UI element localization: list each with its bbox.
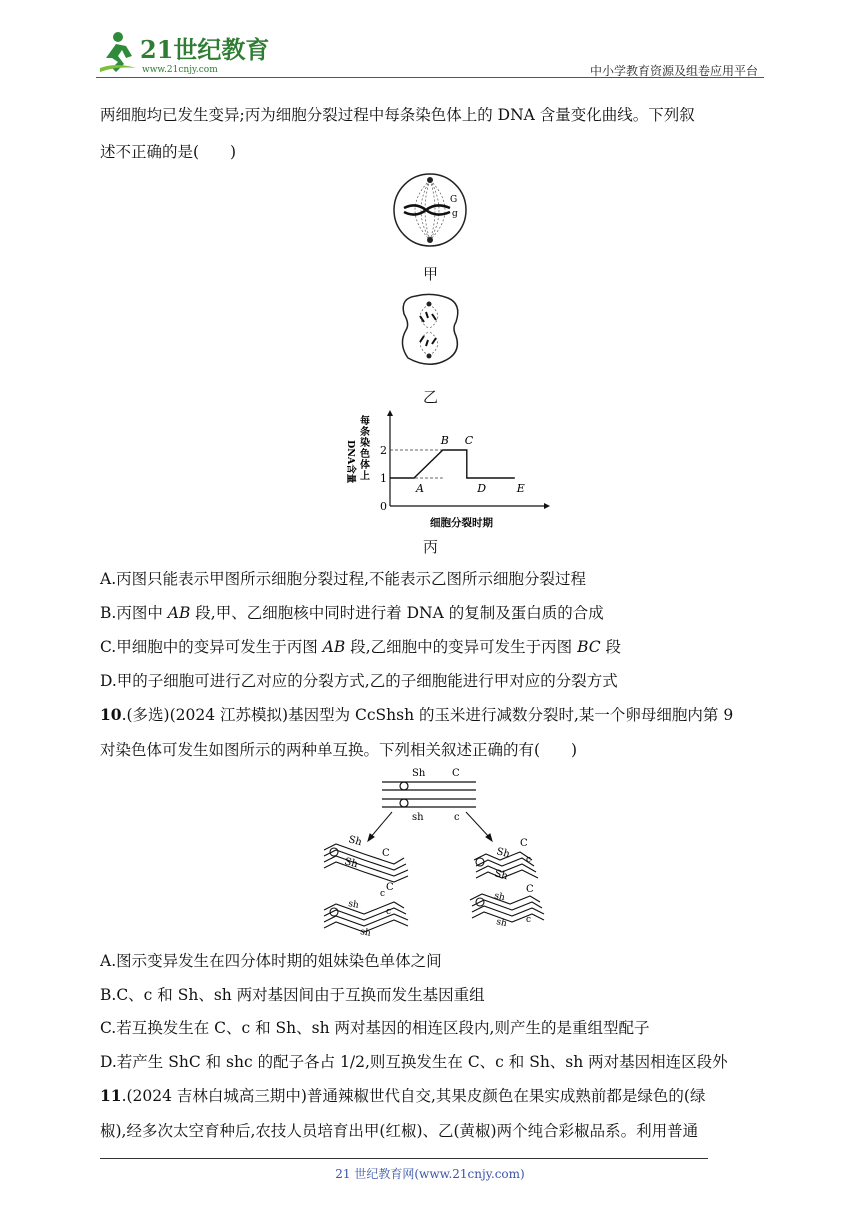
svg-text:Sh: Sh	[493, 868, 509, 883]
svg-text:Sh: Sh	[495, 846, 511, 861]
svg-text:c: c	[526, 855, 532, 865]
figure-bing-chart	[345, 410, 525, 534]
header-divider	[96, 77, 764, 78]
logo-text: 21世纪教育	[140, 35, 270, 64]
svg-text:Sh: Sh	[343, 856, 359, 871]
q10-stem-line-1: 10.(多选)(2024 江苏模拟)基因型为 CcShsh 的玉米进行减数分裂时,某一个卵母细胞内第 9	[100, 705, 734, 724]
q9-option-b: B.丙图中 AB 段,甲、乙细胞核中同时进行着 DNA 的复制及蛋白质的合成	[100, 604, 604, 622]
q11-stem-line-2: 椒),经多次太空育种后,农技人员培育出甲(红椒)、乙(黄椒)两个纯合彩椒品系。利用普通	[100, 1122, 699, 1140]
gene-label-G: G	[450, 195, 458, 205]
svg-text:c: c	[380, 889, 386, 899]
y-axis-label-dna: DNA含量	[345, 440, 356, 484]
svg-text:C: C	[526, 884, 534, 895]
x-axis-label: 细胞分裂时期	[430, 517, 493, 529]
point-label-B: B	[440, 434, 449, 447]
svg-text:Sh: Sh	[412, 768, 426, 779]
q10-stem-line-2: 对染色体可发生如图所示的两种单互换。下列相关叙述正确的有( )	[100, 741, 578, 759]
y-tick-label-2: 2	[380, 444, 387, 457]
svg-text:sh: sh	[359, 927, 372, 939]
logo-url: www.21cnjy.com	[142, 65, 218, 75]
svg-text:C: C	[386, 882, 394, 893]
point-label-A: A	[416, 482, 424, 495]
figure-yi-cell	[396, 292, 466, 368]
y-axis-label-char: 条	[360, 427, 370, 438]
q10-option-c: C.若互换发生在 C、c 和 Sh、sh 两对基因的相连区段内,则产生的是重组型配子	[100, 1019, 650, 1037]
q9-option-a: A.丙图只能表示甲图所示细胞分裂过程,不能表示乙图所示细胞分裂过程	[100, 570, 587, 588]
intro-line-2: 述不正确的是( )	[100, 143, 237, 161]
y-axis-label-char: 体	[360, 460, 370, 471]
svg-text:sh: sh	[493, 891, 506, 904]
svg-text:C: C	[382, 848, 390, 859]
svg-text:C: C	[520, 838, 528, 849]
y-axis-label-char: 上	[360, 471, 370, 482]
point-label-E: E	[516, 482, 525, 495]
q9-option-d: D.甲的子细胞可进行乙对应的分裂方式,乙的子细胞能进行甲对应的分裂方式	[100, 672, 618, 690]
q10-option-b: B.C、c 和 Sh、sh 两对基因间由于互换而发生基因重组	[100, 986, 485, 1004]
q10-option-d: D.若产生 ShC 和 shc 的配子各占 1/2,则互换发生在 C、c 和 Sh、sh 两对基因相连区段外	[100, 1053, 728, 1071]
svg-text:c: c	[454, 812, 460, 823]
y-axis-label-char: 色	[360, 449, 370, 460]
intro-line-1: 两细胞均已发生变异;丙为细胞分裂过程中每条染色体上的 DNA 含量变化曲线。下列叙	[100, 106, 695, 124]
page-header	[96, 28, 764, 78]
svg-text:sh: sh	[412, 812, 424, 823]
gene-label-g: g	[452, 209, 458, 219]
y-tick-label-0: 0	[380, 500, 387, 513]
dna-content-line	[390, 450, 515, 478]
caption-jia: 甲	[423, 265, 439, 283]
svg-text:c: c	[526, 915, 532, 925]
svg-text:Sh: Sh	[347, 834, 363, 849]
y-axis-arrow	[387, 410, 393, 416]
x-axis-arrow	[544, 503, 550, 509]
header-platform-text: 中小学教育资源及组卷应用平台	[589, 64, 758, 78]
figure-crossover	[320, 764, 556, 938]
svg-text:sh: sh	[347, 899, 360, 911]
footer-divider	[100, 1158, 708, 1159]
figure-jia-cell	[390, 172, 470, 248]
caption-bing: 丙	[423, 538, 439, 556]
y-tick-label-1: 1	[380, 472, 387, 485]
svg-text:sh: sh	[495, 917, 508, 930]
caption-yi: 乙	[423, 388, 439, 406]
q10-option-a: A.图示变异发生在四分体时期的姐妹染色单体之间	[100, 952, 442, 970]
y-axis-label-char: 染	[360, 438, 370, 449]
footer-text: 21 世纪教育网(www.21cnjy.com)	[335, 1167, 525, 1181]
y-axis-label-char: 每	[360, 416, 370, 427]
point-label-C: C	[464, 434, 474, 447]
q11-stem-line-1: 11.(2024 吉林白城高三期中)普通辣椒世代自交,其果皮颜色在果实成熟前都是绿色的(绿	[100, 1086, 706, 1105]
point-label-D: D	[477, 482, 487, 495]
q9-option-c: C.甲细胞中的变异可发生于丙图 AB 段,乙细胞中的变异可发生于丙图 BC 段	[100, 638, 622, 656]
svg-text:C: C	[452, 768, 460, 779]
site-logo	[96, 28, 270, 78]
svg-text:c: c	[386, 907, 392, 917]
